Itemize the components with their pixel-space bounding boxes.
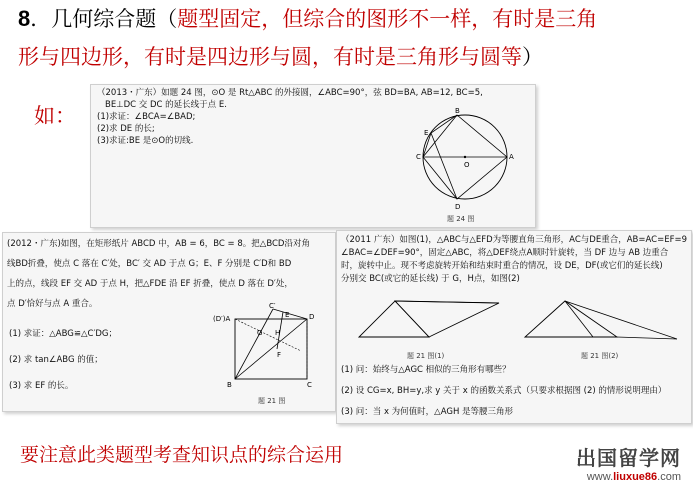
problem2-line-2: 线BD折叠，使点 C 落在 C′处，BC′ 交 AD 于点 G；E、F 分别是 C′D和 BD xyxy=(7,259,292,269)
problem1-caption: 题 24 图 xyxy=(447,215,475,223)
heading-line-2 xyxy=(18,44,543,70)
label-D: D xyxy=(309,313,315,321)
problem-card-2013 xyxy=(90,84,536,228)
logo-text: 出国留学网 xyxy=(576,446,681,470)
footer-note: 要注意此类题型考查知识点的综合运用 xyxy=(20,444,344,466)
problem2-line-3: 上的点，线段 EF 交 AD 于点 H，把△FDE 沿 EF 折叠，使点 D 落在 D′处， xyxy=(7,279,293,289)
label-C-prime: C′ xyxy=(269,302,276,310)
problem3-line-1: （2011 广东）如图(1)，△ABC与△EFD为等腰直角三角形，AC与DE重合，AB=AC=EF=9 xyxy=(341,235,687,245)
site-logo xyxy=(576,442,681,483)
problem1-line-2: BE⊥DC 交 DC 的延长线于点 E. xyxy=(105,100,227,110)
problem1-figure xyxy=(415,107,515,213)
label-E: E xyxy=(424,129,429,137)
label-G: G xyxy=(257,329,263,337)
label-B: B xyxy=(227,381,232,389)
problem2-line-7: (3) 求 EF 的长。 xyxy=(9,381,74,391)
label-B: B xyxy=(455,107,460,115)
problem2-figure xyxy=(213,302,317,393)
problem3-line-6: (2) 设 CG=x, BH=y,求 y 关于 x 的函数关系式（只要求根据图 (2) 的情形说明理由） xyxy=(341,386,667,396)
problem3-line-7: (3) 问：当 x 为何值时，△AGH 是等腰三角形 xyxy=(341,407,514,417)
problem2-line-1: (2012・广东)如图，在矩形纸片 ABCD 中，AB = 6，BC = 8。把△BCD沿对角 xyxy=(7,239,310,249)
heading-title: ．几何综合题（ xyxy=(30,7,178,31)
label-O: O xyxy=(464,161,470,169)
problem1-line-4: (2)求 DE 的长; xyxy=(97,124,155,134)
problem3-line-5: (1) 问：始终与△AGC 相似的三角形有哪些？ xyxy=(341,365,511,375)
label-A: A xyxy=(509,153,514,161)
problem2-line-6: (2) 求 tan∠ABG 的值； xyxy=(9,355,103,365)
label-F: F xyxy=(277,351,282,359)
label-C: C xyxy=(307,381,312,389)
label-A: (D′)A xyxy=(213,315,231,323)
problem2-line-5: (1) 求证：△ABG≌△C′DG； xyxy=(9,329,118,339)
problem3-caption-2: 题 21 图(2) xyxy=(581,352,619,360)
problem3-figure-2 xyxy=(521,295,681,345)
problem1-line-1: （2013・广东）如题 24 图，⊙O 是 Rt△ABC 的外接圆，∠ABC=90°，弦 BD=BA, AB=12, BC=5, xyxy=(97,88,483,98)
logo-url-mid: liuxue86 xyxy=(613,471,658,483)
heading-number: 8 xyxy=(18,6,31,31)
problem3-line-4: 分别交 BC(或它的延长线) 于 G，H点，如图(2) xyxy=(341,274,520,284)
problem1-line-5: (3)求证:BE 是⊙O的切线. xyxy=(97,136,194,146)
problem3-line-2: ∠BAC=∠DEF=90°，固定△ABC，将△DEF绕点A顺时针旋转，当 DF 边与 AB 边重合 xyxy=(341,248,669,258)
heading-line-1 xyxy=(18,6,597,32)
problem3-caption-1: 题 21 图(1) xyxy=(407,352,445,360)
logo-url xyxy=(576,471,681,483)
problem3-line-3: 时，旋转中止。现不考虑旋转开始和结束时重合的情况，设 DE，DF(或它们的延长线) xyxy=(341,261,663,271)
heading-note-2: 形与四边形，有时是四边形与圆，有时是三角形与圆等 xyxy=(18,45,522,69)
problem2-caption: 题 21 图 xyxy=(258,397,286,405)
label-H: H xyxy=(275,329,281,337)
label-E: E xyxy=(285,311,290,319)
logo-url-post: .com xyxy=(657,471,681,483)
problem-card-2012 xyxy=(2,232,336,412)
problem3-figure-1 xyxy=(355,295,505,345)
label-C: C xyxy=(416,153,421,161)
label-D: D xyxy=(455,203,461,211)
heading-note-1: 题型固定，但综合的图形不一样，有时是三角 xyxy=(177,7,598,31)
heading-close: ） xyxy=(522,45,543,69)
logo-url-pre: www. xyxy=(586,471,614,483)
problem1-line-3: (1)求证：∠BCA=∠BAD; xyxy=(97,112,196,122)
problem2-line-4: 点 D′恰好与点 A 重合。 xyxy=(7,299,98,309)
problem-card-2011 xyxy=(336,230,692,424)
example-label: 如： xyxy=(34,104,76,128)
